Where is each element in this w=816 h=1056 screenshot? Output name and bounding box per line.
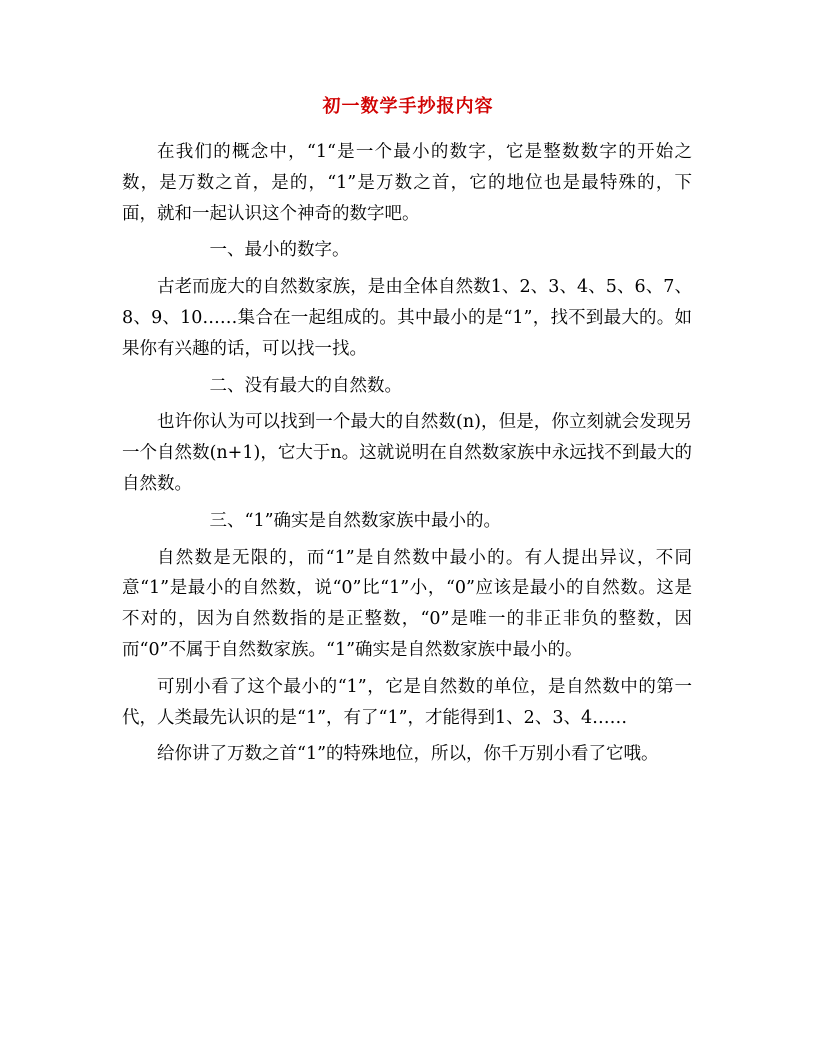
- paragraph-unit: 可别小看了这个最小的“1”，它是自然数的单位，是自然数中的第一代，人类最先认识的是“1”，有了“1”，才能得到1、2、3、4……: [122, 676, 692, 728]
- paragraph-natural-numbers: 古老而庞大的自然数家族，是由全体自然数1、2、3、4、5、6、7、8、9、10……集合在一起组成的。其中最小的是“1”，找不到最大的。如果你有兴趣的话，可以找一找。: [122, 277, 692, 359]
- document-title: 初一数学手抄报内容: [322, 96, 494, 117]
- section-heading-1: 一、最小的数字。: [209, 240, 350, 261]
- paragraph-one-is-smallest: 自然数是无限的，而“1”是自然数中最小的。有人提出异议，不同意“1”是最小的自然数，说“0”比“1”小，“0”应该是最小的自然数。这是不对的，因为自然数指的是正整数，“0”是唯一的非正非负的整数，因而“0”不属于自然数家族。“1”确实是自然数家族中最小的。: [122, 547, 692, 660]
- paragraph-intro: 在我们的概念中，“1“是一个最小的数字，它是整数数字的开始之数，是万数之首，是的，“1”是万数之首，它的地位也是最特殊的，下面，就和一起认识这个神奇的数字吧。: [122, 142, 692, 224]
- section-heading-3: 三、“1”确实是自然数家族中最小的。: [209, 510, 502, 531]
- paragraph-conclusion: 给你讲了万数之首“1”的特殊地位，所以，你千万别小看了它哦。: [157, 744, 659, 765]
- paragraph-no-largest: 也许你认为可以找到一个最大的自然数(n)，但是，你立刻就会发现另一个自然数(n+1)，它大于n。这就说明在自然数家族中永远找不到最大的自然数。: [122, 412, 692, 494]
- section-heading-2: 二、没有最大的自然数。: [209, 375, 402, 396]
- document-body: [122, 137, 692, 776]
